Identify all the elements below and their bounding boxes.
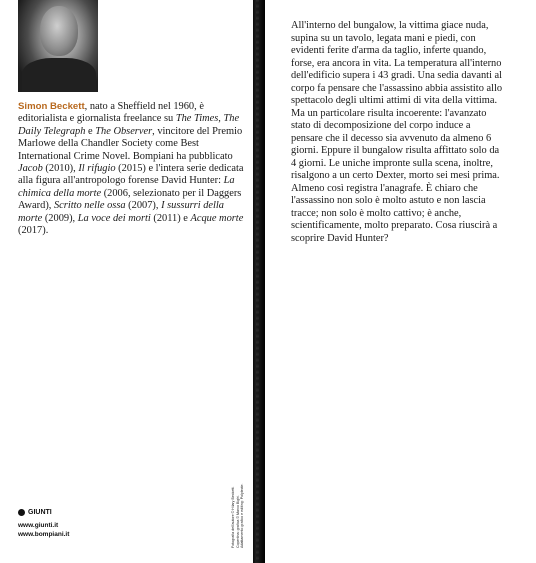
cover-credits (231, 458, 251, 548)
bio-title: Scritto nelle ossa (53, 200, 126, 212)
bio-text: (2006, selezionato per il Daggers Award), (18, 187, 242, 212)
giunti-link[interactable]: www.giunti.it (18, 522, 59, 529)
right-flap (265, 0, 536, 563)
bio-text: (2007), (125, 200, 162, 212)
bio-title: Acque morte (190, 212, 244, 224)
author-photo-shoulders (22, 58, 96, 92)
bio-title: La chimica della morte (18, 175, 235, 199)
plot-blurb: All'interno del bungalow, la vittima giace nuda, supina su un tavolo, legata mani e piedi, con evidenti ferite d'arma da taglio, inferte quando, forse, era ancora in vita. La temperatura all'interno dell'edificio supera i 43 gradi. Una sedia davanti al corpo fa pensare che l'assassino abbia assistito allo spettacolo degli ultimi attimi di vita della vittima. Ma un particolare risulta incoerente: l'avanzato stato di decomposizione del corpo induce a pensare che il decesso sia avvenuto da almeno 6 giorni. Eppure il bungalow risulta affittato solo da 4 giorni. Le uniche impronte sulla scena, inoltre, risalgono a un certo Dexter, morto sei mesi prima. Almeno così registra l'anagrafe. È chiaro che l'assassino non solo è molto astuto e non lascia tracce; non solo è molto cattivo; è anche, scientificamente, molto preparato. Cosa riuscirà a scoprire David Hunter? (291, 20, 503, 244)
author-name: Simon Beckett (18, 101, 85, 112)
bio-text: (2011) e (150, 212, 191, 224)
publisher-block (18, 509, 69, 539)
giunti-logo-icon (18, 509, 25, 516)
bio-title: The Times (175, 113, 219, 125)
bio-title: La voce dei morti (77, 212, 151, 224)
photo-credit: Fotografia dell'autore © Hilary Beckett. (231, 486, 235, 548)
bompiani-link[interactable]: www.bompiani.it (18, 530, 70, 538)
bio-title: The Daily Telegraph (18, 113, 240, 137)
bio-title: I sussurri della morte (18, 200, 224, 224)
author-photo (18, 0, 98, 92)
bio-text: (2015) e l'intera serie dedicata alla figura all'antropologo forense David Hunter: (18, 163, 244, 187)
bio-title: Jacob (18, 163, 43, 175)
bio-text: (2009), (42, 212, 78, 224)
bio-text: (2010), (42, 163, 79, 175)
cover-credit: Copertina: grafica © Marco Bighi. (235, 495, 240, 548)
editing-credit: Adattamento grafico e editing: Polytexte. (240, 483, 244, 548)
publisher-logo-text: GIUNTI (28, 509, 52, 516)
left-flap (0, 0, 253, 563)
publisher-logo (18, 509, 69, 516)
author-photo-head (40, 6, 78, 56)
bio-title: Il rifugio (78, 163, 116, 175)
bio-text: , vincitore del Premio Marlowe della Chandler Society come Best International Crime Novel. Bompiani ha pubblicato (18, 125, 243, 162)
bio-text: e (85, 125, 96, 137)
bio-text: , (218, 113, 224, 125)
bio-text: , nato a Sheffield nel 1960, è editorialista e giornalista freelance su (18, 101, 204, 125)
bio-text: (2017). (18, 225, 49, 237)
bio-title: The Observer (95, 125, 153, 137)
book-spine (253, 0, 265, 563)
author-bio (18, 101, 244, 237)
